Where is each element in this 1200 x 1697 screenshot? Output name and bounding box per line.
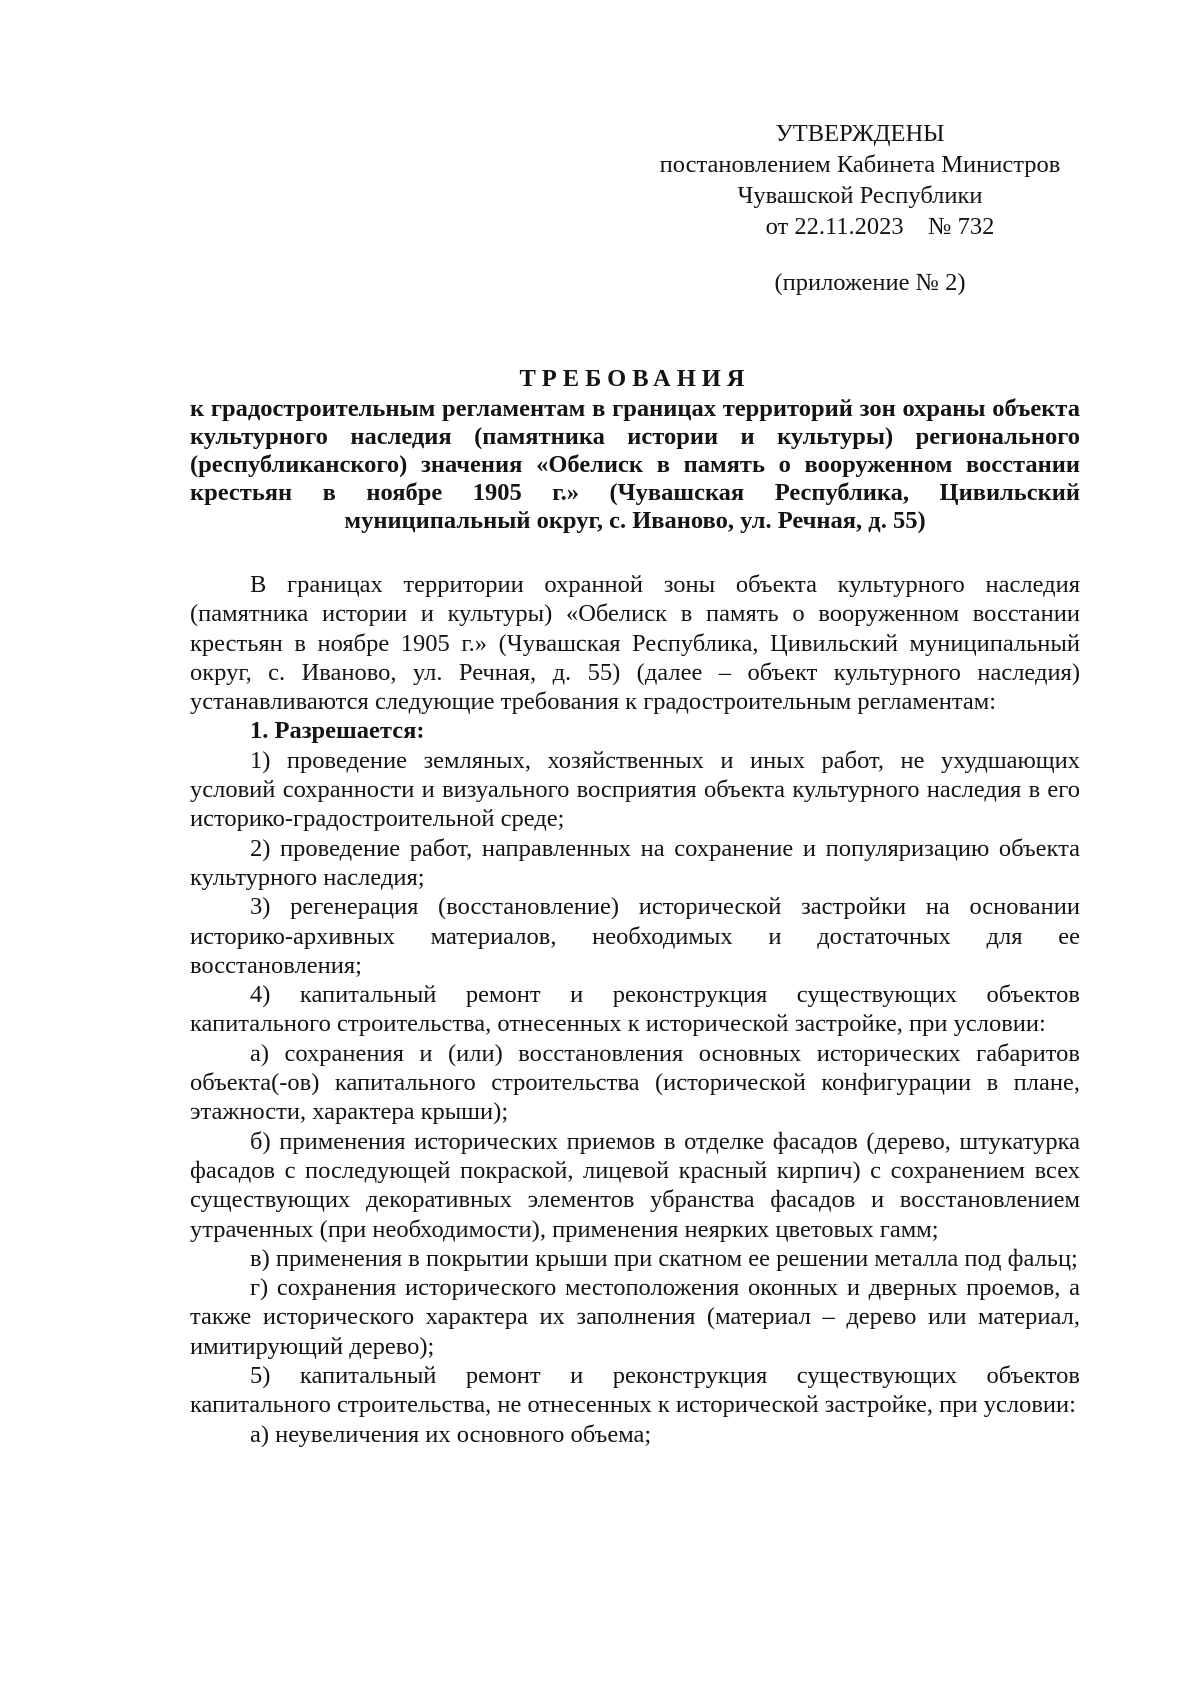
list-item: 4) капитальный ремонт и реконструкция существующих объектов капитального строительства, отнесенных к исторической застройке, при условии: [190,981,1080,1038]
approval-line-2: Чувашской Республики [737,182,983,209]
list-item: а) неувеличения их основного объема; [250,1420,652,1448]
list-item: в) применения в покрытии крыши при скатном ее решении металла под фальц; [250,1244,1078,1272]
list-item: 5) капитальный ремонт и реконструкция существующих объектов капитального строительства, не отнесенных к исторической застройке, при условии: [190,1362,1080,1419]
list-item: а) сохранения и (или) восстановления основных исторических габаритов объекта(-ов) капитального строительства (исторической конфигурации в плане, этажности, характера крыши); [190,1039,1080,1126]
section-heading: 1. Разрешается: [250,717,425,745]
approval-block [600,118,1120,298]
intro-paragraph: В границах территории охранной зоны объекта культурного наследия (памятника истории и культуры) «Обелиск в память о вооруженном восстании крестьян в ноябре 1905 г.» (Чувашская Республика, Цивильский муниципальный округ, с. Иваново, ул. Речная, д. 55) (далее – объект культурного наследия) устанавливаются следующие требования к градостроительным регламентам: [190,571,1080,716]
list-item: 3) регенерация (восстановление) исторической застройки на основании историко-архивных материалов, необходимых и достаточных для ее восстановления; [190,893,1080,979]
document-title [190,365,1080,535]
list-item: 1) проведение земляных, хозяйственных и иных работ, не ухудшающих условий сохранности и визуального восприятия объекта культурного наследия в его историко-градостроительной среде; [190,746,1080,833]
list-item: 2) проведение работ, направленных на сохранение и популяризацию объекта культурного наследия; [190,834,1080,891]
approval-date-number: от 22.11.2023 № 732 [765,213,995,240]
approval-line-1: постановлением Кабинета Министров [659,151,1061,178]
approved-heading: УТВЕРЖДЕНЫ [775,120,945,147]
title-subtitle: к градостроительным регламентам в границах территорий зон охраны объекта культурного наследия (памятника истории и культуры) регионального (республиканского) значения «Обелиск в память о вооруженном восстании крестьян в ноябре 1905 г.» (Чувашская Республика, Цивильский муниципальный округ, с. Иваново, ул. Речная, д. 55) [190,395,1080,534]
document-body [190,570,1080,1449]
list-item: б) применения исторических приемов в отделке фасадов (дерево, штукатурка фасадов с последующей покраской, лицевой красный кирпич) с сохранением всех существующих декоративных элементов убранства фасадов и восстановлением утраченных (при необходимости), применения неярких цветовых гамм; [190,1127,1080,1243]
list-item: г) сохранения исторического местоположения оконных и дверных проемов, а также исторического характера их заполнения (материал – дерево или материал, имитирующий дерево); [190,1274,1080,1360]
appendix-note: (приложение № 2) [774,269,966,296]
title-main: ТРЕБОВАНИЯ [519,365,751,392]
